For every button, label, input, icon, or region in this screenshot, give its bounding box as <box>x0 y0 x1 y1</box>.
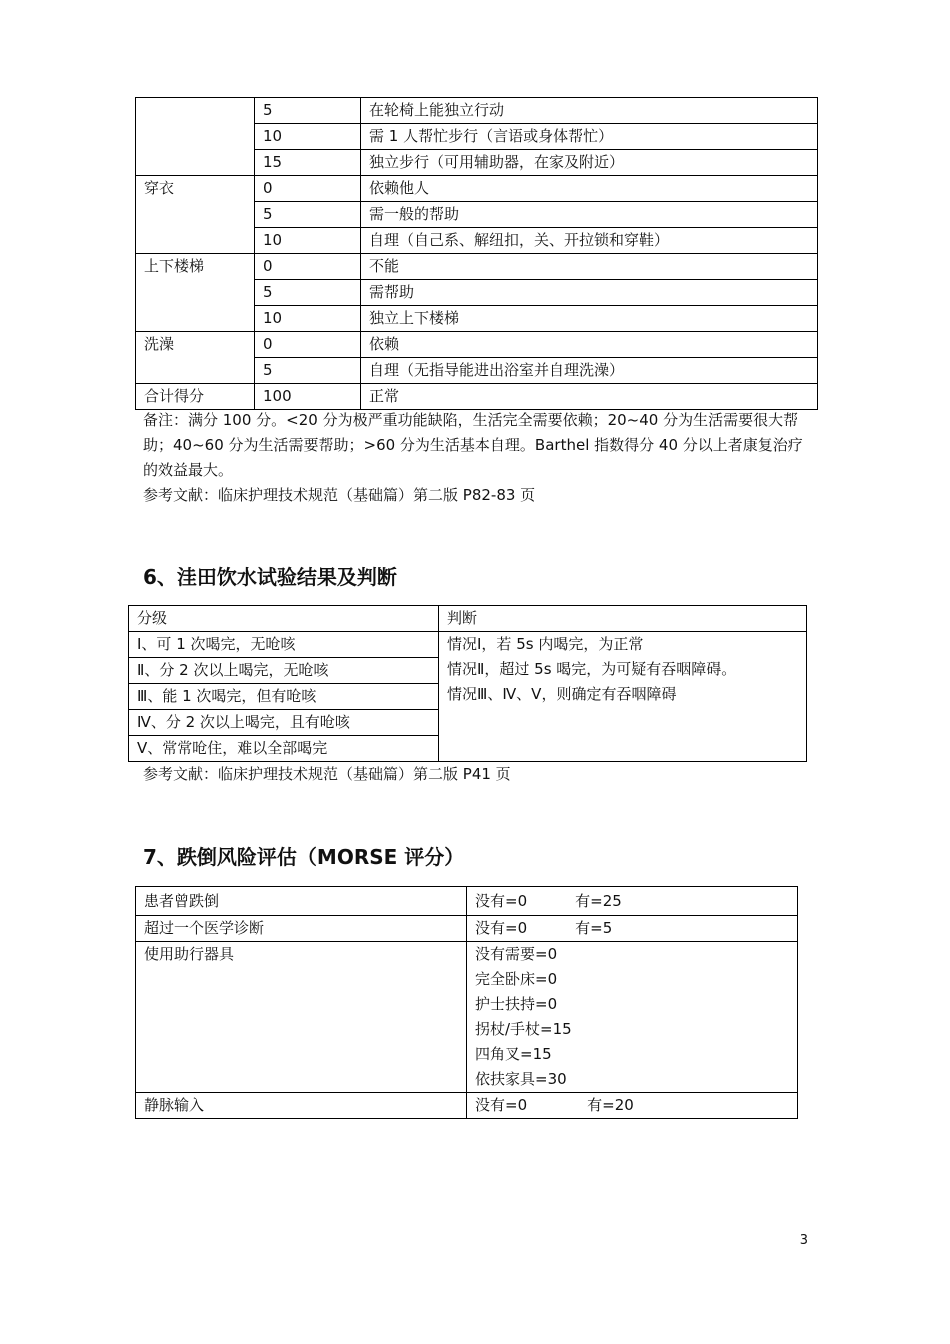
barthel-score-cell: 15 <box>255 150 361 176</box>
score-yes: 有=20 <box>587 1096 634 1114</box>
header-judge: 判断 <box>439 606 807 632</box>
barthel-desc-cell: 依赖他人 <box>361 176 818 202</box>
water-swallow-table <box>128 605 807 762</box>
morse-score-cell <box>467 916 798 942</box>
barthel-score-cell: 5 <box>255 202 361 228</box>
table-row <box>136 254 818 280</box>
barthel-score-cell: 100 <box>255 384 361 410</box>
aid-option: 完全卧床=0 <box>475 970 558 988</box>
barthel-desc-cell: 需一般的帮助 <box>361 202 818 228</box>
section6-reference: 参考文献：临床护理技术规范（基础篇）第二版 P41 页 <box>143 765 511 783</box>
barthel-score-cell: 10 <box>255 228 361 254</box>
barthel-score-cell: 5 <box>255 280 361 306</box>
aid-option: 拐杖/手杖=15 <box>475 1020 572 1038</box>
table-row <box>136 1093 798 1119</box>
barthel-item-cell: 上下楼梯 <box>136 254 255 332</box>
grade-cell: Ⅱ、分 2 次以上喝完，无呛咳 <box>129 658 439 684</box>
score-yes: 有=25 <box>575 892 622 910</box>
barthel-desc-cell: 需帮助 <box>361 280 818 306</box>
aid-option: 没有需要=0 <box>475 945 558 963</box>
table-row <box>129 632 807 658</box>
barthel-desc-cell: 自理（自己系、解纽扣，关、开拉锁和穿鞋） <box>361 228 818 254</box>
barthel-desc-cell: 自理（无指导能进出浴室并自理洗澡） <box>361 358 818 384</box>
morse-item-cell: 患者曾跌倒 <box>136 887 467 916</box>
score-no: 没有=0 <box>475 892 528 910</box>
aid-option: 四角叉=15 <box>475 1045 552 1063</box>
barthel-item-cell: 合计得分 <box>136 384 255 410</box>
barthel-table <box>135 97 818 410</box>
barthel-desc-cell: 在轮椅上能独立行动 <box>361 98 818 124</box>
morse-item-cell: 静脉输入 <box>136 1093 467 1119</box>
section6-title: 6、洼田饮水试验结果及判断 <box>143 565 397 589</box>
morse-item-cell: 超过一个医学诊断 <box>136 916 467 942</box>
morse-item-cell: 使用助行器具 <box>136 942 467 1093</box>
barthel-desc-cell: 需 1 人帮忙步行（言语或身体帮忙） <box>361 124 818 150</box>
barthel-score-cell: 10 <box>255 306 361 332</box>
table-row <box>129 606 807 632</box>
table-row <box>136 887 798 916</box>
morse-table <box>135 886 798 1119</box>
barthel-desc-cell: 独立上下楼梯 <box>361 306 818 332</box>
table-row <box>136 98 818 124</box>
morse-score-cell <box>467 887 798 916</box>
table-row <box>136 176 818 202</box>
score-yes: 有=5 <box>575 919 613 937</box>
barthel-desc-cell: 不能 <box>361 254 818 280</box>
judgment-line: 情况Ⅰ，若 5s 内喝完，为正常 <box>447 635 644 653</box>
barthel-score-cell: 0 <box>255 254 361 280</box>
section7-title: 7、跌倒风险评估（MORSE 评分） <box>143 845 465 869</box>
grade-cell: Ⅳ、分 2 次以上喝完，且有呛咳 <box>129 710 439 736</box>
barthel-note: 备注：满分 100 分。<20 分为极严重功能缺陷，生活完全需要依赖；20~40 分为生活需要很大帮助；40~60 分为生活需要帮助；>60 分为生活基本自理。Barthel 指数得分 40 分以上者康复治疗的效益最大。 <box>143 411 803 479</box>
table-row <box>136 916 798 942</box>
barthel-item-cell <box>136 98 255 176</box>
barthel-desc-cell: 依赖 <box>361 332 818 358</box>
grade-cell: Ⅲ、能 1 次喝完，但有呛咳 <box>129 684 439 710</box>
barthel-item-cell: 洗澡 <box>136 332 255 384</box>
aid-option: 护士扶持=0 <box>475 995 558 1013</box>
header-grade: 分级 <box>129 606 439 632</box>
judgment-cell <box>439 632 807 762</box>
table-row <box>136 942 798 1093</box>
barthel-score-cell: 0 <box>255 176 361 202</box>
page-number: 3 <box>799 1233 808 1248</box>
barthel-desc-cell: 独立步行（可用辅助器，在家及附近） <box>361 150 818 176</box>
score-no: 没有=0 <box>475 1096 528 1114</box>
aid-option: 依扶家具=30 <box>475 1070 567 1088</box>
table-row <box>136 332 818 358</box>
barthel-item-cell: 穿衣 <box>136 176 255 254</box>
barthel-desc-cell: 正常 <box>361 384 818 410</box>
barthel-score-cell: 5 <box>255 98 361 124</box>
barthel-reference: 参考文献：临床护理技术规范（基础篇）第二版 P82-83 页 <box>143 486 536 504</box>
grade-cell: Ⅰ、可 1 次喝完，无呛咳 <box>129 632 439 658</box>
table-row <box>136 384 818 410</box>
morse-aid-options <box>467 942 798 1093</box>
score-no: 没有=0 <box>475 919 528 937</box>
judgment-line: 情况Ⅲ、Ⅳ、Ⅴ，则确定有吞咽障碍 <box>447 685 677 703</box>
grade-cell: Ⅴ、常常呛住，难以全部喝完 <box>129 736 439 762</box>
barthel-score-cell: 0 <box>255 332 361 358</box>
morse-score-cell <box>467 1093 798 1119</box>
judgment-line: 情况Ⅱ，超过 5s 喝完，为可疑有吞咽障碍。 <box>447 660 737 678</box>
barthel-score-cell: 5 <box>255 358 361 384</box>
barthel-score-cell: 10 <box>255 124 361 150</box>
